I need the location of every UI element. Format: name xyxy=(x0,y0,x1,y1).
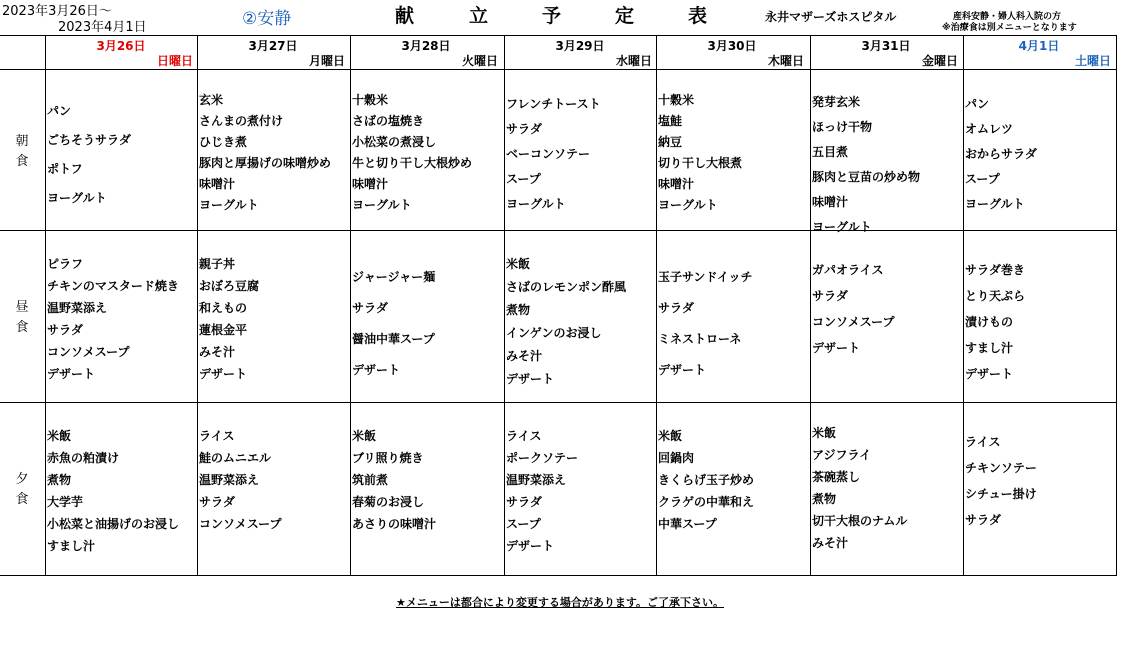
grid-divider xyxy=(0,402,1117,403)
menu-item: チキンのマスタード焼き xyxy=(47,279,179,293)
day-date-mon: 3月27日 xyxy=(248,39,298,53)
menu-item: ミネストローネ xyxy=(658,332,742,346)
title-char-4: 定 xyxy=(615,5,635,27)
menu-item: デザート xyxy=(199,367,248,381)
menu-item: 煮物 xyxy=(812,492,837,506)
menu-item: コンソメスープ xyxy=(199,517,282,531)
day-date-fri: 3月31日 xyxy=(861,39,911,53)
menu-item: サラダ xyxy=(506,495,542,509)
menu-cell-dinner-0 xyxy=(47,425,195,557)
menu-item: スープ xyxy=(506,517,541,531)
menu-item: クラゲの中華和え xyxy=(658,495,755,509)
menu-cell-breakfast-6 xyxy=(965,92,1113,217)
menu-item: 米飯 xyxy=(47,429,72,443)
menu-item: 温野菜添え xyxy=(199,473,260,487)
title-char-2: 立 xyxy=(469,5,489,27)
menu-item: スープ xyxy=(965,172,1000,186)
target-note: 産科安静・婦人科入院の方 xyxy=(953,12,1062,22)
menu-item: 発芽玄米 xyxy=(812,95,861,109)
menu-item: 味噌汁 xyxy=(812,195,849,209)
menu-item: ポトフ xyxy=(47,162,83,176)
day-dow-thu: 木曜日 xyxy=(767,54,804,68)
grid-divider xyxy=(45,35,46,576)
menu-item: 春菊のお浸し xyxy=(352,495,425,509)
menu-item: コンソメスープ xyxy=(812,315,895,329)
day-dow-fri: 金曜日 xyxy=(921,54,958,68)
meal-label-lunch xyxy=(14,298,30,338)
menu-item: 玄米 xyxy=(199,93,224,107)
menu-item: インゲンのお浸し xyxy=(506,326,602,340)
menu-item: オムレツ xyxy=(965,122,1014,136)
menu-item: デザート xyxy=(47,367,96,381)
menu-item: 豚肉と豆苗の炒め物 xyxy=(812,170,921,184)
grid-divider xyxy=(810,35,811,576)
menu-item: ヨーグルト xyxy=(658,198,718,212)
menu-cell-dinner-4 xyxy=(658,425,806,535)
menu-item: サラダ xyxy=(658,301,694,315)
menu-item: フレンチトースト xyxy=(506,97,601,111)
menu-item: 五目煮 xyxy=(812,145,849,159)
menu-cell-breakfast-3 xyxy=(506,92,654,217)
menu-item: きくらげ玉子炒め xyxy=(658,473,755,487)
menu-item: すまし汁 xyxy=(47,539,96,553)
menu-item: ヨーグルト xyxy=(199,198,259,212)
grid-divider xyxy=(504,35,505,576)
menu-cell-lunch-3 xyxy=(506,253,654,391)
menu-item: 十穀米 xyxy=(658,93,695,107)
menu-item: 和えもの xyxy=(199,301,248,315)
title-char-1: 献 xyxy=(395,5,415,27)
menu-item: さんまの煮付け xyxy=(199,114,284,128)
menu-item: 牛と切り干し大根炒め xyxy=(352,156,473,170)
menu-item: 醤油中華スープ xyxy=(352,332,435,346)
meal-label-char: 食 xyxy=(15,320,29,335)
menu-item: 切干大根のナムル xyxy=(812,514,908,528)
day-dow-wed: 水曜日 xyxy=(615,54,652,68)
menu-cell-lunch-2 xyxy=(352,262,500,386)
grid-divider xyxy=(0,69,1117,70)
day-dow-sun: 日曜日 xyxy=(156,54,193,68)
menu-item: デザート xyxy=(965,367,1014,381)
meal-label-breakfast xyxy=(14,132,30,172)
grid-divider xyxy=(350,35,351,576)
menu-item: 味噌汁 xyxy=(352,177,389,191)
day-date-thu: 3月30日 xyxy=(707,39,757,53)
menu-item: 味噌汁 xyxy=(199,177,236,191)
menu-item: ヨーグルト xyxy=(812,220,872,234)
menu-item: 豚肉と厚揚げの味噌炒め xyxy=(199,156,332,170)
menu-item: さばのレモンポン酢風 xyxy=(506,280,627,294)
menu-item: 小松菜の煮浸し xyxy=(352,135,437,149)
menu-item: アジフライ xyxy=(812,448,872,462)
menu-item: 切り干し大根煮 xyxy=(658,156,743,170)
day-date-sat: 4月1日 xyxy=(1018,39,1060,53)
menu-item: サラダ巻き xyxy=(965,263,1025,277)
menu-item: デザート xyxy=(352,363,401,377)
menu-item: ライス xyxy=(965,435,1001,449)
menu-item: 回鍋肉 xyxy=(658,451,695,465)
menu-item: ライス xyxy=(199,429,235,443)
menu-item: あさりの味噌汁 xyxy=(352,517,437,531)
menu-item: 蓮根金平 xyxy=(199,323,248,337)
day-date-tue: 3月28日 xyxy=(401,39,451,53)
menu-item: ヨーグルト xyxy=(352,198,412,212)
menu-item: スープ xyxy=(506,172,541,186)
menu-item: ポークソテー xyxy=(506,451,579,465)
menu-item: おからサラダ xyxy=(965,147,1037,161)
therapeutic-diet-note: ※治療食は別メニューとなります xyxy=(942,23,1077,33)
menu-item: おぼろ豆腐 xyxy=(199,279,260,293)
day-dow-mon: 月曜日 xyxy=(308,54,345,68)
meal-label-char: 昼 xyxy=(15,300,29,315)
menu-item: デザート xyxy=(812,341,861,355)
day-date-wed: 3月29日 xyxy=(555,39,605,53)
menu-item: ヨーグルト xyxy=(965,197,1025,211)
menu-item: すまし汁 xyxy=(965,341,1014,355)
menu-item: チキンソテー xyxy=(965,461,1037,475)
menu-item: 煮物 xyxy=(506,303,531,317)
menu-item: みそ汁 xyxy=(506,349,543,363)
meal-label-char: 食 xyxy=(15,154,29,169)
menu-item: 赤魚の粕漬け xyxy=(47,451,120,465)
menu-item: 米飯 xyxy=(506,257,531,271)
title-char-5: 表 xyxy=(688,5,708,27)
menu-cell-dinner-2 xyxy=(352,425,500,535)
menu-item: パン xyxy=(47,104,72,118)
menu-cell-lunch-1 xyxy=(199,253,347,385)
menu-cell-dinner-5 xyxy=(812,422,960,554)
menu-cell-breakfast-4 xyxy=(658,90,806,216)
period-start: 2023年3月26日～ xyxy=(2,4,112,19)
menu-item: 十穀米 xyxy=(352,93,389,107)
ward-label: ②安静 xyxy=(242,9,292,29)
menu-item: サラダ xyxy=(506,122,542,136)
menu-item: みそ汁 xyxy=(199,345,236,359)
menu-item: 親子丼 xyxy=(199,257,236,271)
menu-item: みそ汁 xyxy=(812,536,849,550)
menu-item: ピラフ xyxy=(47,257,84,271)
menu-cell-lunch-4 xyxy=(658,262,806,386)
menu-item: とり天ぷら xyxy=(965,289,1026,303)
menu-item: パン xyxy=(965,97,990,111)
menu-item: ベーコンソテー xyxy=(506,147,591,161)
menu-cell-lunch-0 xyxy=(47,253,195,385)
hospital-name: 永井マザーズホスピタル xyxy=(765,10,897,24)
grid-divider xyxy=(963,35,964,576)
menu-item: サラダ xyxy=(965,513,1001,527)
menu-cell-dinner-1 xyxy=(199,425,347,535)
day-dow-sat: 土曜日 xyxy=(1074,54,1111,68)
menu-item: 納豆 xyxy=(658,135,683,149)
menu-cell-lunch-5 xyxy=(812,257,960,361)
menu-item: コンソメスープ xyxy=(47,345,130,359)
menu-item: 味噌汁 xyxy=(658,177,695,191)
menu-item: ブリ照り焼き xyxy=(352,451,424,465)
menu-item: ガパオライス xyxy=(812,263,884,277)
menu-item: サラダ xyxy=(352,301,388,315)
menu-item: サラダ xyxy=(812,289,848,303)
menu-item: 筑前煮 xyxy=(352,473,389,487)
menu-item: ほっけ干物 xyxy=(812,120,873,134)
menu-item: 漬けもの xyxy=(965,315,1014,329)
menu-item: 玉子サンドイッチ xyxy=(658,270,753,284)
menu-cell-breakfast-0 xyxy=(47,97,195,213)
menu-item: 煮物 xyxy=(47,473,72,487)
menu-item: 温野菜添え xyxy=(47,301,108,315)
day-date-sun: 3月26日 xyxy=(96,39,146,53)
menu-item: 中華スープ xyxy=(658,517,717,531)
menu-cell-dinner-6 xyxy=(965,429,1113,533)
menu-cell-breakfast-2 xyxy=(352,90,500,216)
menu-item: デザート xyxy=(658,363,707,377)
menu-item: ジャージャー麺 xyxy=(352,270,436,284)
menu-item: さばの塩焼き xyxy=(352,114,425,128)
meal-label-char: 夕 xyxy=(15,472,29,487)
menu-item: 茶碗蒸し xyxy=(812,470,861,484)
meal-label-char: 食 xyxy=(15,492,29,507)
grid-divider xyxy=(656,35,657,576)
menu-item: 鮭のムニエル xyxy=(199,451,272,465)
menu-item: ごちそうサラダ xyxy=(47,133,131,147)
menu-change-notice: ★メニューは都合により変更する場合があります。ご了承下さい。 xyxy=(396,596,724,609)
menu-item: 米飯 xyxy=(658,429,683,443)
menu-item: シチュー掛け xyxy=(965,487,1037,501)
menu-item: デザート xyxy=(506,372,555,386)
menu-item: サラダ xyxy=(47,323,83,337)
menu-item: デザート xyxy=(506,539,555,553)
title-char-3: 予 xyxy=(542,5,562,27)
menu-item: 大学芋 xyxy=(47,495,84,509)
menu-item: 塩鮭 xyxy=(658,114,683,128)
day-dow-tue: 火曜日 xyxy=(461,54,498,68)
menu-cell-breakfast-5 xyxy=(812,90,960,240)
menu-item: 温野菜添え xyxy=(506,473,567,487)
menu-cell-dinner-3 xyxy=(506,425,654,557)
menu-item: サラダ xyxy=(199,495,235,509)
meal-label-dinner xyxy=(14,470,30,510)
menu-item: ヨーグルト xyxy=(47,191,107,205)
menu-item: 米飯 xyxy=(352,429,377,443)
menu-item: ライス xyxy=(506,429,542,443)
menu-item: 米飯 xyxy=(812,426,837,440)
menu-item: ヨーグルト xyxy=(506,197,566,211)
grid-divider xyxy=(197,35,198,576)
period-end: 2023年4月1日 xyxy=(58,20,147,35)
menu-item: 小松菜と油揚げのお浸し xyxy=(47,517,180,531)
menu-item: ひじき煮 xyxy=(199,135,248,149)
menu-cell-lunch-6 xyxy=(965,257,1113,387)
menu-cell-breakfast-1 xyxy=(199,90,347,216)
meal-label-char: 朝 xyxy=(15,134,29,149)
